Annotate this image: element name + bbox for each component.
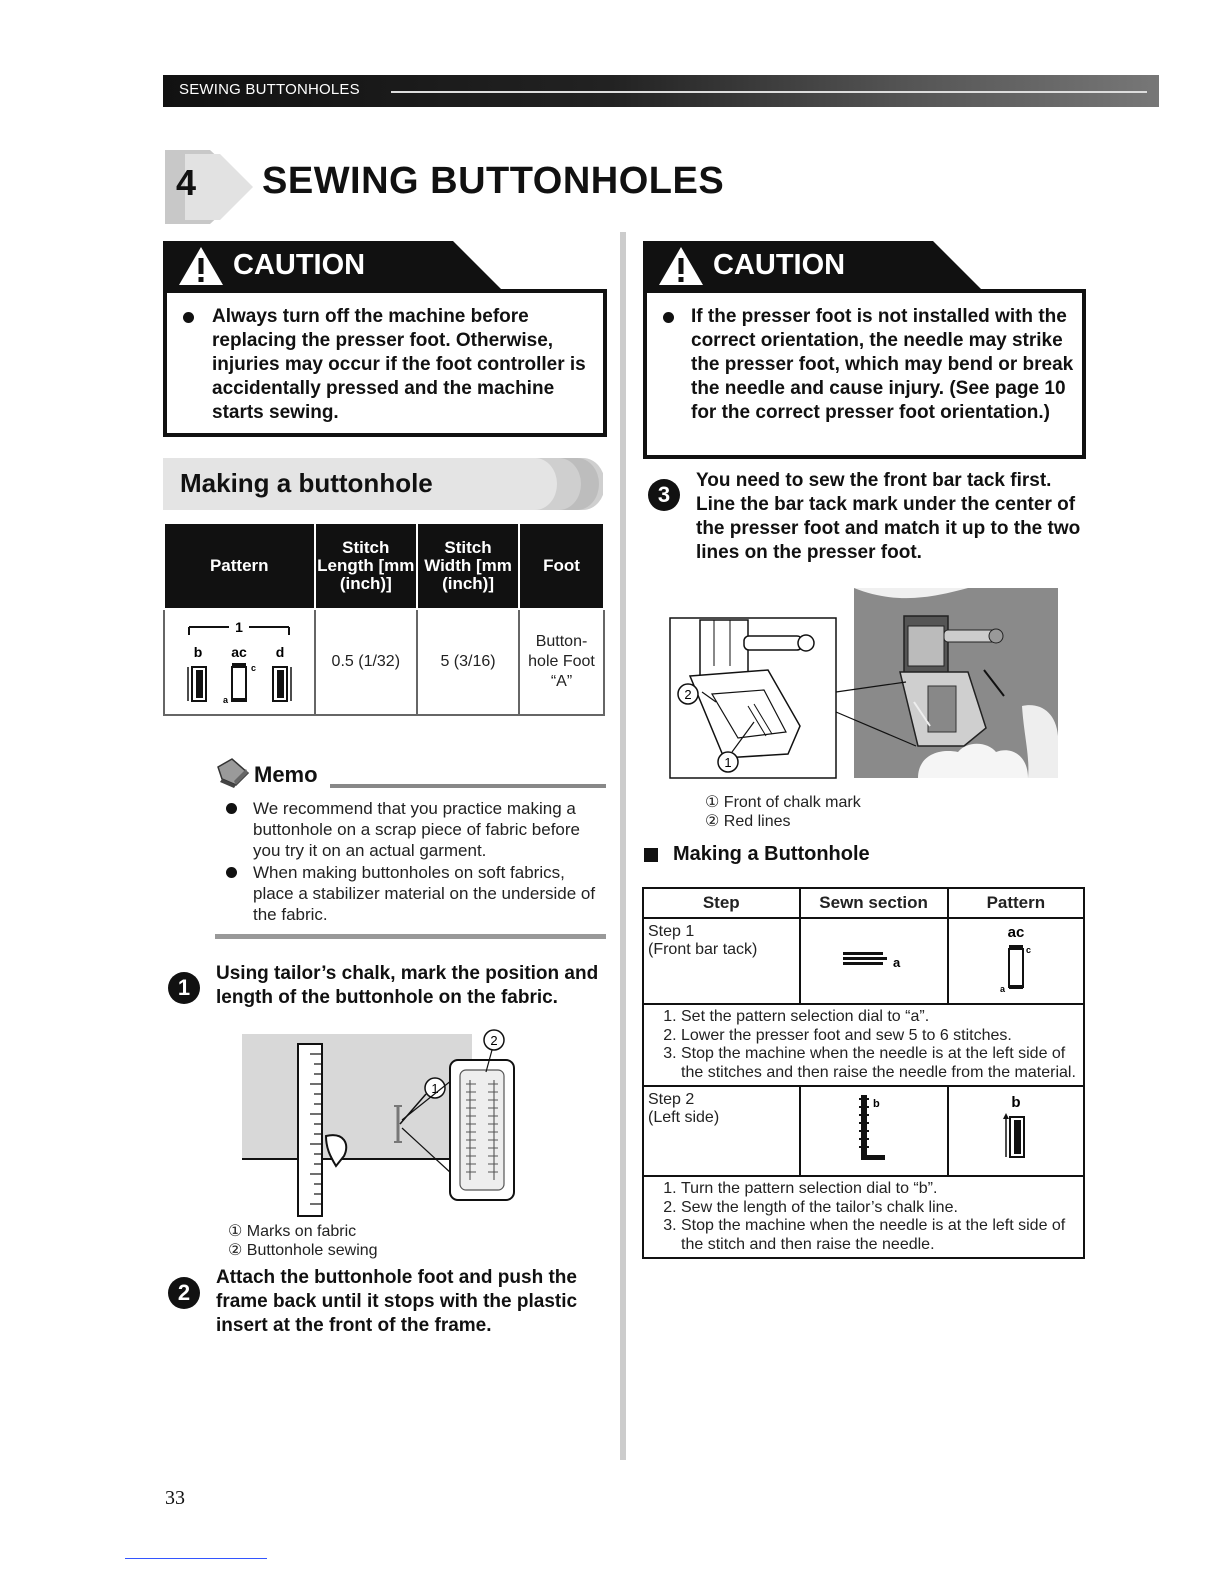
pattern-cell	[948, 1086, 1084, 1176]
table-header: Pattern	[164, 523, 315, 609]
sewn-section-cell	[800, 1086, 948, 1176]
bullet	[226, 803, 237, 814]
instruction-list	[645, 1006, 1082, 1084]
presser-foot-illustration	[668, 586, 1060, 780]
table-header: Pattern	[948, 888, 1084, 918]
figure-legend: ② Red lines	[705, 813, 791, 830]
pattern-ac-icon	[986, 923, 1046, 995]
step-text: Using tailor’s chalk, mark the position and length of the buttonhole on the fabric.	[216, 963, 599, 1008]
pattern-label: a	[223, 694, 229, 705]
list-item: 2. Sew the length of the tailor’s chalk line.	[681, 1199, 1078, 1218]
step-text: Attach the buttonhole foot and push the frame back until it stops with the plastic insert at the front of the frame.	[216, 1267, 578, 1336]
step-label: Step 1	[648, 923, 695, 940]
sewn-section-cell	[800, 918, 948, 1004]
table-header: Step	[643, 888, 800, 918]
pattern-label: ac	[1007, 923, 1025, 941]
stitch-width-cell: 5 (3/16)	[417, 609, 519, 715]
caution-left	[163, 241, 607, 437]
list-item: 1. Turn the pattern selection dial to “b”.	[681, 1180, 1078, 1199]
pattern-label: b	[1011, 1093, 1021, 1111]
chalk-mark-illustration	[240, 1024, 530, 1220]
table-header: Stitch Length [mm (inch)]	[315, 523, 418, 609]
pattern-label: c	[1025, 944, 1031, 955]
callout-number: 2	[684, 687, 692, 702]
callout-number: 1	[724, 755, 732, 770]
bar-tack-stitch-icon	[839, 947, 909, 971]
sewn-label: b	[872, 1097, 880, 1110]
foot-cell: Button-hole Foot “A”	[519, 609, 604, 715]
memo-bottom-rule	[215, 934, 606, 939]
bottom-rule	[125, 1558, 267, 1559]
pattern-label: ac	[231, 643, 248, 660]
step-label: Step 2	[648, 1091, 695, 1108]
instruction-list	[645, 1178, 1082, 1256]
pattern-label: a	[999, 983, 1005, 994]
section-title: Making a buttonhole	[180, 468, 433, 498]
table-header: Foot	[519, 523, 604, 609]
step-cell	[643, 918, 800, 1004]
square-bullet-icon	[644, 848, 658, 862]
pattern-settings-table	[163, 522, 605, 716]
step-number: 1	[168, 972, 200, 1004]
pattern-label: c	[251, 662, 257, 673]
chapter-title: SEWING BUTTONHOLES	[262, 160, 725, 202]
table-header: Sewn section	[800, 888, 948, 918]
list-item: 3. Stop the machine when the needle is at the left side of the stitches and then raise the needle from the material.	[681, 1045, 1078, 1082]
list-item: 1. Set the pattern selection dial to “a”.	[681, 1008, 1078, 1027]
buttonhole-steps-table	[642, 887, 1085, 1259]
list-item: 3. Stop the machine when the needle is at the left side of the stitch and then raise the needle.	[681, 1217, 1078, 1254]
left-side-stitch-icon	[849, 1091, 899, 1167]
bullet	[183, 312, 194, 323]
bullet	[226, 867, 237, 878]
pattern-label: b	[193, 643, 203, 660]
memo-title: Memo	[254, 762, 318, 787]
table-header: Stitch Width [mm (inch)]	[417, 523, 519, 609]
step-sublabel: (Left side)	[648, 1109, 720, 1126]
instructions-cell	[643, 1004, 1084, 1086]
step-sublabel: (Front bar tack)	[648, 941, 758, 958]
running-title: SEWING BUTTONHOLES	[179, 81, 360, 98]
step-cell	[643, 1086, 800, 1176]
step-text: You need to sew the front bar tack first. Line the bar tack mark under the center of the presser foot and match it up to the two lines on the presser foot.	[696, 470, 1081, 563]
memo-icon	[214, 757, 252, 789]
instructions-cell	[643, 1176, 1084, 1258]
pattern-b-icon	[986, 1093, 1046, 1165]
memo-item: When making buttonholes on soft fabrics, place a stabilizer material on the underside of the fabric.	[253, 863, 596, 924]
column-divider	[620, 232, 626, 1460]
caution-title: CAUTION	[713, 249, 846, 281]
step-number: 3	[648, 479, 680, 511]
figure-legend: ① Marks on fabric	[228, 1223, 357, 1240]
chapter-number: 4	[176, 162, 197, 203]
page-number: 33	[165, 1487, 185, 1509]
caution-text: Always turn off the machine before replacing the presser foot. Otherwise, injuries may occur if the foot controller is accidentally pressed and the machine starts sewing.	[212, 306, 586, 423]
pattern-label: d	[275, 643, 285, 660]
caution-right	[643, 241, 1086, 459]
pattern-cell	[948, 918, 1084, 1004]
memo-item: We recommend that you practice making a buttonhole on a scrap piece of fabric before you try it on an actual garment.	[253, 799, 580, 860]
buttonhole-pattern-icon	[179, 615, 299, 705]
callout-number: 2	[490, 1033, 498, 1048]
subsection-title: Making a Buttonhole	[673, 843, 870, 865]
list-item: 2. Lower the presser foot and sew 5 to 6 stitches.	[681, 1027, 1078, 1046]
pattern-label: 1	[235, 618, 244, 635]
header-rule	[391, 91, 1147, 93]
caution-title: CAUTION	[233, 249, 366, 281]
memo-rule	[330, 784, 606, 788]
figure-legend: ① Front of chalk mark	[705, 794, 861, 811]
stitch-length-cell: 0.5 (1/32)	[315, 609, 418, 715]
caution-text: If the presser foot is not installed with the correct orientation, the needle may strike the presser foot, which may bend or break the needle and cause injury. (See page 10 for the correct presser foot orientation.)	[691, 306, 1074, 423]
pattern-cell	[164, 609, 315, 715]
figure-legend: ② Buttonhole sewing	[228, 1242, 378, 1259]
bullet	[663, 312, 674, 323]
callout-number: 1	[431, 1081, 439, 1096]
running-header	[163, 75, 1159, 107]
step-number: 2	[168, 1277, 200, 1309]
sewn-label: a	[892, 954, 900, 970]
